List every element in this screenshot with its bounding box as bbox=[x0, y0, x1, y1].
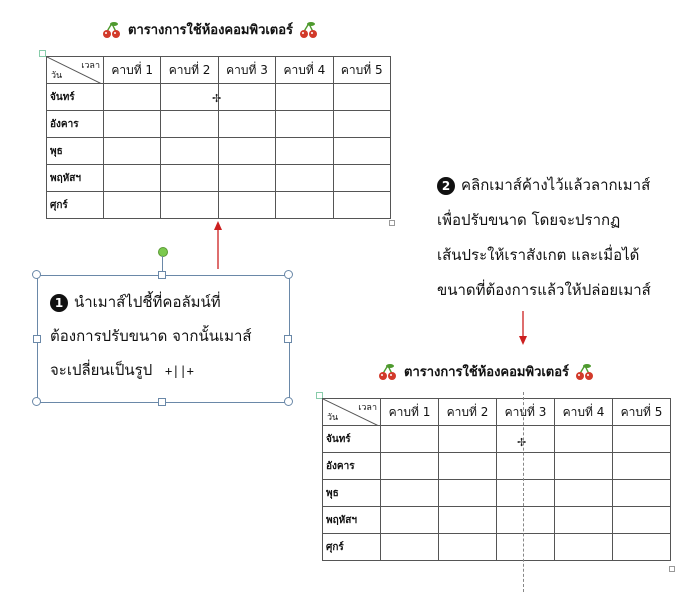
day-label[interactable]: พุธ bbox=[47, 138, 104, 165]
table-row bbox=[323, 480, 671, 507]
period-header[interactable]: คาบที่ 2 bbox=[439, 399, 497, 426]
arrow-down-icon bbox=[516, 310, 530, 346]
resize-handle[interactable] bbox=[284, 335, 292, 343]
table-header-row bbox=[47, 57, 391, 84]
table-row bbox=[47, 111, 391, 138]
resize-handle[interactable] bbox=[158, 271, 166, 279]
resize-handle[interactable] bbox=[158, 398, 166, 406]
table-resize-handle[interactable] bbox=[669, 566, 675, 572]
day-label[interactable]: ศุกร์ bbox=[47, 192, 104, 219]
period-header[interactable]: คาบที่ 1 bbox=[104, 57, 161, 84]
cherry-icon bbox=[378, 363, 398, 381]
table-title-bottom bbox=[378, 361, 595, 382]
period-header[interactable]: คาบที่ 5 bbox=[333, 57, 390, 84]
corner-cell[interactable]: เวลา วัน bbox=[323, 399, 381, 426]
resize-handle[interactable] bbox=[33, 335, 41, 343]
schedule-table-top[interactable] bbox=[46, 56, 391, 219]
table-row bbox=[323, 453, 671, 480]
resize-handle[interactable] bbox=[284, 270, 293, 279]
day-label[interactable]: พฤหัสฯ bbox=[47, 165, 104, 192]
step2-badge: 2 bbox=[437, 177, 455, 195]
cherry-icon bbox=[102, 21, 122, 39]
resize-handle[interactable] bbox=[32, 397, 41, 406]
table-move-handle[interactable] bbox=[39, 50, 46, 57]
day-label[interactable]: อังคาร bbox=[47, 111, 104, 138]
day-label[interactable]: พุธ bbox=[323, 480, 381, 507]
table-row bbox=[323, 426, 671, 453]
corner-cell[interactable]: เวลา วัน bbox=[47, 57, 104, 84]
step1-badge: 1 bbox=[50, 294, 68, 312]
arrow-up-icon bbox=[211, 220, 225, 270]
table-title-text: ตารางการใช้ห้องคอมพิวเตอร์ bbox=[404, 365, 570, 380]
period-header[interactable]: คาบที่ 4 bbox=[555, 399, 613, 426]
cherry-icon bbox=[299, 21, 319, 39]
column-resize-cursor-icon: +||+ bbox=[165, 364, 194, 378]
table-row bbox=[323, 534, 671, 561]
resize-guide-line bbox=[523, 392, 524, 592]
resize-column-cursor-icon: ✢ bbox=[517, 436, 527, 449]
table-title-text: ตารางการใช้ห้องคอมพิวเตอร์ bbox=[128, 23, 294, 38]
resize-handle[interactable] bbox=[284, 397, 293, 406]
cherry-icon bbox=[575, 363, 595, 381]
day-label[interactable]: ศุกร์ bbox=[323, 534, 381, 561]
period-header[interactable]: คาบที่ 3 bbox=[497, 399, 555, 426]
step1-textbox[interactable] bbox=[37, 275, 290, 403]
step2-text: 2 คลิกเมาส์ค้างไว้แล้วลากเมาส์ เพื่อปรับขนาด โดยจะปรากฏ เส้นประให้เราสังเกต และเมื่อได้ ขนาดที่ต้องการแล้วให้ปล่อยเมาส์ bbox=[437, 176, 651, 299]
day-label[interactable]: จันทร์ bbox=[323, 426, 381, 453]
resize-column-cursor-icon: ✢ bbox=[212, 92, 222, 105]
period-header[interactable]: คาบที่ 3 bbox=[218, 57, 275, 84]
table-row bbox=[323, 507, 671, 534]
table-row bbox=[47, 165, 391, 192]
table-header-row bbox=[323, 399, 671, 426]
period-header[interactable]: คาบที่ 1 bbox=[381, 399, 439, 426]
table-row bbox=[47, 192, 391, 219]
period-header[interactable]: คาบที่ 2 bbox=[161, 57, 218, 84]
table-title-top bbox=[102, 19, 319, 40]
table-row bbox=[47, 138, 391, 165]
rotate-handle[interactable] bbox=[158, 247, 168, 257]
period-header[interactable]: คาบที่ 5 bbox=[613, 399, 671, 426]
resize-handle[interactable] bbox=[32, 270, 41, 279]
day-label[interactable]: จันทร์ bbox=[47, 84, 104, 111]
day-label[interactable]: พฤหัสฯ bbox=[323, 507, 381, 534]
period-header[interactable]: คาบที่ 4 bbox=[276, 57, 333, 84]
day-label[interactable]: อังคาร bbox=[323, 453, 381, 480]
schedule-table-bottom[interactable] bbox=[322, 398, 671, 561]
step1-text: 1 นำเมาส์ไปชี้ที่คอลัมน์ที่ ต้องการปรับขนาด จากนั้นเมาส์ จะเปลี่ยนเป็นรูป +||+ bbox=[50, 293, 252, 379]
table-resize-handle[interactable] bbox=[389, 220, 395, 226]
